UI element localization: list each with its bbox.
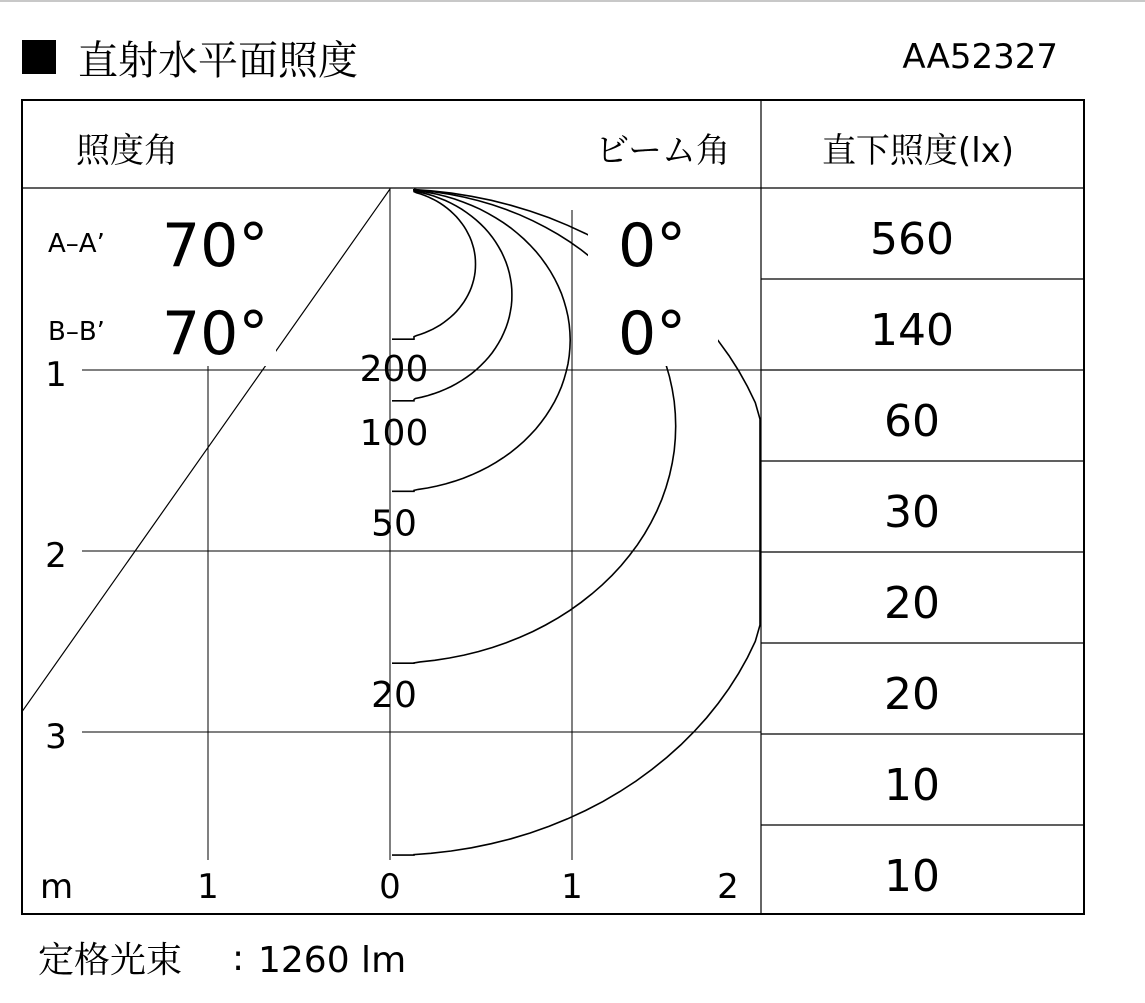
isolux-label-50: 50 (371, 503, 417, 545)
y-tick-label: 1 (45, 355, 67, 395)
isolux-label-100: 100 (359, 412, 429, 454)
direct-illuminance-value: 140 (870, 305, 954, 356)
y-tick-label: 3 (45, 717, 67, 757)
header-angle-label: 照度角 (76, 131, 178, 171)
y-tick-label: 2 (45, 536, 67, 576)
direct-illuminance-value: 10 (884, 851, 940, 902)
section-b-illuminance-angle: 70° (162, 299, 269, 369)
direct-illuminance-values (870, 214, 954, 902)
direct-illuminance-value: 10 (884, 760, 940, 811)
x-tick-label: 1 (561, 867, 583, 907)
isolux-label-200: 200 (359, 349, 429, 391)
direct-illuminance-value: 20 (884, 578, 940, 629)
section-b-label: B–B’ (48, 317, 105, 347)
flux-value: 1260 lm (258, 940, 407, 981)
chart-title: 直射水平面照度 (78, 38, 358, 84)
direct-illuminance-value: 560 (870, 214, 954, 265)
x-tick-label: 0 (379, 867, 401, 907)
isolux-curve-200 (392, 189, 476, 339)
isolux-label-20: 20 (371, 675, 417, 717)
section-a-beam-angle: 0° (618, 211, 687, 281)
x-axis-unit-label: m (40, 867, 74, 907)
direct-illuminance-value: 30 (884, 487, 940, 538)
x-tick-label: 1 (197, 867, 219, 907)
section-a-label: A–A’ (48, 229, 105, 259)
header-beam-label: ビーム角 (595, 131, 730, 171)
model-number: AA52327 (902, 37, 1058, 77)
title-square-icon (22, 40, 56, 74)
section-b-beam-angle: 0° (618, 299, 687, 369)
direct-illuminance-value: 20 (884, 669, 940, 720)
table-rules (761, 279, 1084, 825)
section-a-illuminance-angle: 70° (162, 211, 269, 281)
flux-label: 定格光束 (38, 940, 183, 981)
header-direct-label: 直下照度(lx) (821, 131, 1015, 171)
x-tick-label: 2 (717, 867, 739, 907)
direct-illuminance-value: 60 (884, 396, 940, 447)
isolux-labels (360, 349, 429, 716)
flux-separator: : (232, 938, 245, 979)
